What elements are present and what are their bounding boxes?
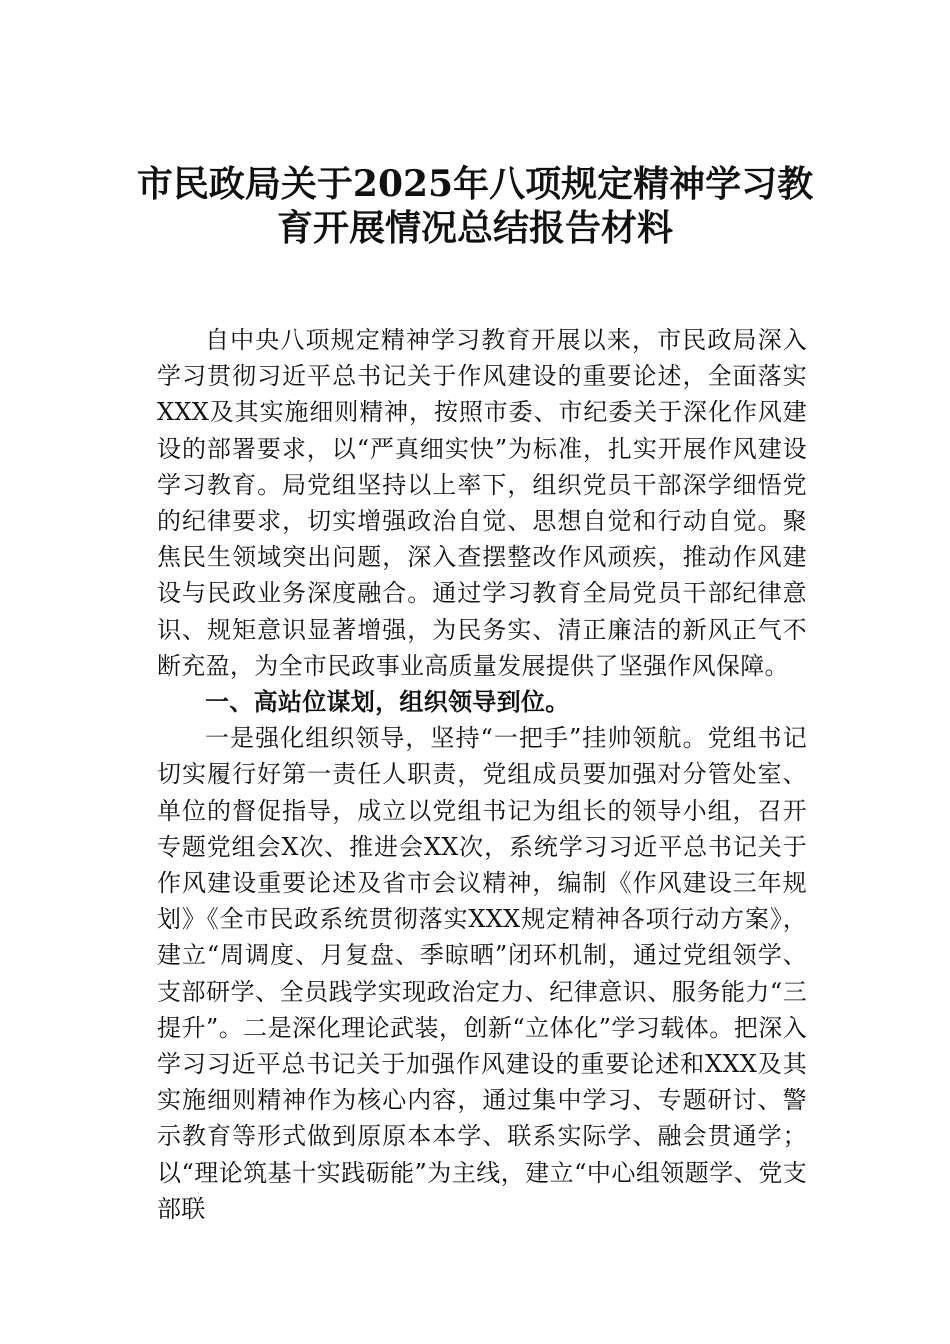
intro-paragraph: 自中央八项规定精神学习教育开展以来，市民政局深入学习贯彻习近平总书记关于作风建设的重要论述，全面落实XXX及其实施细则精神，按照市委、市纪委关于深化作风建设的部署要求，以“严真细实快”为标准，扎实开展作风建设学习教育。局党组坚持以上率下，组织党员干部深学细悟党的纪律要求，切实增强政治自觉、思想自觉和行动自觉。聚焦民生领域突出问题，深入查摆整改作风顽疾，推动作风建设与民政业务深度融合。通过学习教育全局党员干部纪律意识、规矩意识显著增强，为民务实、清正廉洁的新风正气不断充盈，为全市民政事业高质量发展提供了坚强作风保障。 [157,326,807,680]
document-title-line-2: 育开展情况总结报告材料 [276,207,673,249]
section-1-heading: 一、高站位谋划，组织领导到位。 [205,688,570,717]
document-body [157,322,807,1227]
section-1-paragraph: 一是强化组织领导，坚持“一把手”挂帅领航。党组书记切实履行好第一责任人职责，党组成员要加强对分管处室、单位的督促指导，成立以党组书记为组长的领导小组，召开专题党组会X次、推进会XX次，系统学习习近平总书记关于作风建设重要论述及省市会议精神，编制《作风建设三年规划》《全市民政系统贯彻落实XXX规定精神各项行动方案》，建立“周调度、月复盘、季晾晒”闭环机制，通过党组领学、支部研学、全员践学实现政治定力、纪律意识、服务能力“三提升”。二是深化理论武装，创新“立体化”学习载体。把深入学习习近平总书记关于加强作风建设的重要论述和XXX及其实施细则精神作为核心内容，通过集中学习、专题研讨、警示教育等形式做到原原本本学、联系实际学、融会贯通学；以“理论筑基十实践砺能”为主线，建立“中心组领题学、党支部联 [157,724,807,1223]
document-title-line-1: 市民政局关于2025年八项规定精神学习教 [136,163,814,205]
